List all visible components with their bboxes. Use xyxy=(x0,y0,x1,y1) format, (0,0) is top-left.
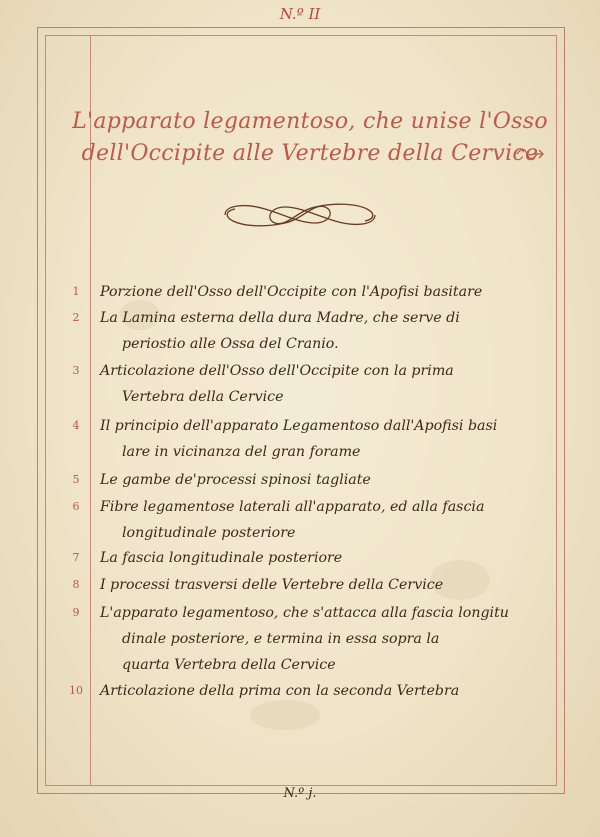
entry-text xyxy=(100,600,555,678)
entry-line: Vertebra della Cervice xyxy=(122,389,284,405)
entry-text xyxy=(100,358,555,410)
entry-text xyxy=(100,678,555,704)
entry-text xyxy=(100,545,555,571)
entry-line: I processi trasversi delle Vertebre della Cervice xyxy=(100,577,444,593)
entry-number: 8 xyxy=(72,578,80,591)
entry-text xyxy=(100,413,555,465)
entry-number: 2 xyxy=(72,311,80,324)
entry-line: La fascia longitudinale posteriore xyxy=(100,550,343,566)
entry-number: 3 xyxy=(72,364,80,377)
title-line-1: L'apparato legamentoso, che unise l'Osso xyxy=(72,109,548,134)
entry-line: L'apparato legamentoso, che s'attacca alla fascia longitu xyxy=(100,605,509,621)
entry-number: 4 xyxy=(72,419,80,432)
entry-text xyxy=(100,467,555,493)
entry-line: Il principio dell'apparato Legamentoso dall'Apofisi basi xyxy=(100,418,498,434)
entry-line: Articolazione della prima con la seconda Vertebra xyxy=(100,683,460,699)
entry-line: Porzione dell'Osso dell'Occipite con l'Apofisi basitare xyxy=(100,284,483,300)
entry-line: Articolazione dell'Osso dell'Occipite con la prima xyxy=(100,363,454,379)
entry-line: La Lamina esterna della dura Madre, che serve di xyxy=(100,310,460,326)
entry-number: 10 xyxy=(69,684,83,697)
plate-number: N.º II xyxy=(279,5,321,23)
decorative-flourish-icon xyxy=(205,197,395,233)
entry-line: quarta Vertebra della Cervice xyxy=(122,657,336,673)
entry-text xyxy=(100,305,555,357)
entry-text xyxy=(100,494,555,546)
entry-text xyxy=(100,279,555,305)
entry-line: dinale posteriore, e termina in essa sopra la xyxy=(122,631,440,647)
entry-line: longitudinale posteriore xyxy=(122,525,296,541)
title-end-flourish-icon xyxy=(515,145,545,163)
page-title xyxy=(70,106,550,170)
entry-number: 7 xyxy=(72,551,80,564)
entry-number: 9 xyxy=(72,606,80,619)
entry-line: periostio alle Ossa del Cranio. xyxy=(122,336,339,352)
entry-line: Le gambe de'processi spinosi tagliate xyxy=(100,472,371,488)
footer-plate-mark: N.º j. xyxy=(283,786,317,801)
title-line-2: dell'Occipite alle Vertebre della Cervice xyxy=(81,141,539,166)
entry-number: 5 xyxy=(72,473,80,486)
entry-line: Fibre legamentose laterali all'apparato, ed alla fascia xyxy=(100,499,485,515)
entry-line: lare in vicinanza del gran forame xyxy=(122,444,361,460)
entry-number: 1 xyxy=(72,285,80,298)
entry-number: 6 xyxy=(72,500,80,513)
entry-text xyxy=(100,572,555,598)
